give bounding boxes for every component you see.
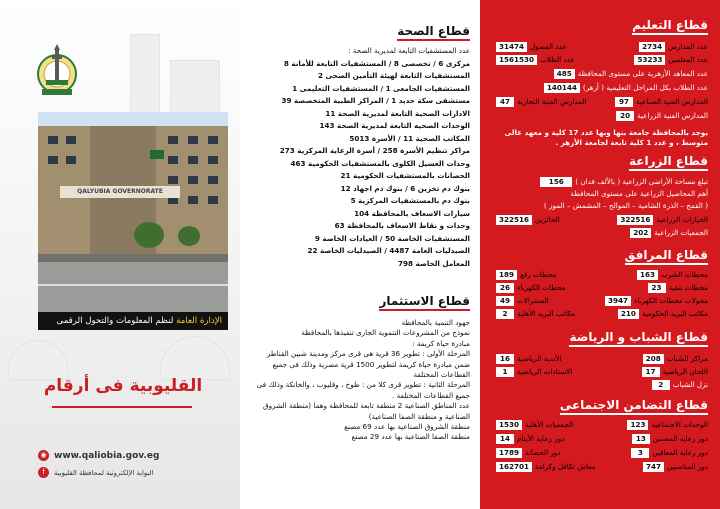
health-line: وحدات و نقاط الاسعاف بالمحافظة 63: [334, 221, 470, 230]
investment-text: [252, 318, 470, 443]
utilities-label: محطات رفع: [520, 270, 557, 279]
cover-panel: [0, 0, 240, 509]
health-line: وحدات الغسيل الكلوى بالمستشفيات الحكومية 463: [290, 158, 470, 168]
investment-line: عدد المناطق الصناعية 2 منطقة تابعة للمحافظة وهما (منطقة الشروق الصناعية و منطقة الصفا الصناعية): [263, 401, 470, 421]
health-line: بنوك دم تخزين 6 / بنوك دم اجهاد 12: [340, 183, 470, 193]
social-row: [496, 434, 708, 444]
social-row: [496, 448, 708, 458]
caption-prefix: الإدارة العامة: [176, 316, 222, 326]
middle-panel: [240, 0, 480, 509]
utilities-row: [496, 309, 708, 319]
utilities-value: 2: [496, 309, 514, 319]
health-line: سيارات الاسعاف بالمحافظة 104: [354, 208, 470, 218]
utilities-title: قطاع المرافق: [625, 248, 708, 265]
health-line: المكاتب الصحية 11 / الأسرة 5013: [349, 133, 470, 143]
street: [38, 262, 228, 312]
health-line: مستشفى سكة حديد 1 / المراكز الطبية المتخصصة 39: [281, 96, 470, 105]
investment-line: المرحلة الأولى : تطوير 36 قرية هى قرى مركز ومدينة شبين القناطر ضمن مبادرة حياة كريمة لتطوير 1500 قرية مصرية وذلك فى جميع القطاعات المختلفة: [266, 349, 470, 380]
department-caption: [38, 312, 228, 330]
caption-rest: لنظم المعلومات والتحول الرقمى: [56, 316, 174, 326]
education-row: المدارس الفنية الصناعية 97 المدارس الفنية التجارية 47: [496, 97, 708, 107]
utilities-label: محطات الكهرباء: [517, 283, 566, 292]
building-sign: QALYUBIA GOVERNORATE: [60, 186, 180, 198]
governorate-building-photo: [38, 112, 228, 312]
social-value: 123: [627, 420, 648, 430]
social-label: دور المناسبين: [667, 462, 708, 471]
education-line: عدد الطلاب بكل المراحل التعليمية ( أزهر) 140144: [544, 83, 708, 93]
agriculture-row: الحيازات الزراعية 322516 الحائزين 322516: [496, 215, 708, 225]
investment-line: مبادرة حياة كريمة :: [412, 338, 470, 348]
education-line: المدارس الفنية الزراعية 20: [616, 111, 708, 121]
utilities-value: 23: [648, 283, 666, 293]
agriculture-title: قطاع الزراعة: [629, 154, 708, 171]
right-panel: [480, 0, 720, 509]
youth-title: قطاع الشباب و الرياضة: [569, 330, 708, 347]
facebook-link[interactable]: [38, 467, 153, 478]
utilities-value: 189: [496, 270, 517, 280]
social-label: معاش تكافل وكرامة: [535, 462, 596, 471]
agriculture-line: الجمعيات الزراعية 202: [630, 228, 708, 238]
health-line: المستشفيات الخاصة 50 / العيادات الخاصة 9: [314, 233, 470, 243]
education-line: عدد المعاهد الأزهرية على مستوى المحافظة 485: [554, 69, 708, 79]
agriculture-line: أهم المحاصيل الزراعية على مستوى المحافظة: [570, 189, 708, 198]
health-line: الصيدليات العامة 4487 / الصيدليات الخاصة 22: [307, 246, 470, 255]
education-note: يوجد بالمحافظة جامعة بنها وبها عدد 17 كلية و معهد عالى متوسط ، و عدد 1 كلية تابعة لجامعة الأزهر .: [504, 128, 708, 148]
utilities-value: 210: [618, 309, 639, 319]
social-value: 14: [496, 434, 514, 444]
health-line: بنوك دم بالمستشفيات المركزية 5: [350, 196, 470, 205]
investment-line: منطقة الصفا الصناعية بها عدد 29 مصنع: [351, 432, 470, 442]
investment-line: نموذج من المشروعات التنموية الجارى تنفيذها بالمحافظة: [301, 328, 470, 338]
health-line: مراكز تنظيم الأسرة 258 / أسرة الرعاية المركزية 273: [279, 146, 470, 155]
investment-line: المرحلة الثانية : تطوير قرى كلا من : طوخ ، وقليوب ، والخانكة وذلك فى جميع القطاعات المختلفة .: [256, 380, 470, 400]
social-value: 13: [632, 434, 650, 444]
social-label: دور رعاية المعاقين: [652, 448, 708, 457]
utilities-label: محطات الشرب: [661, 270, 708, 279]
health-line: الوحدات الصحيه التابعة لمديرية الصحة 143: [319, 121, 470, 130]
investment-line: جهود التنمية بالمحافظة: [401, 318, 470, 327]
utilities-value: 163: [637, 270, 658, 280]
social-label: الجمعيات الأهلية: [525, 420, 574, 429]
health-line: المستشفيات الجامعى 1 / المستشفيات التعليمى 1: [292, 83, 470, 93]
health-line: عدد المستشفيات التابعة لمديرية الصحة :: [348, 46, 470, 55]
health-line: مركزى 6 / تخصصى 8 / المستشفيات التابعة للأمانة 8: [283, 58, 470, 68]
utilities-label: محطات تنقية: [668, 283, 708, 292]
utilities-label: السنترالات: [517, 296, 549, 305]
health-line: الادارات الصحية التابعة لمديرية الصحة 11: [325, 108, 470, 118]
utilities-value: 49: [496, 296, 514, 306]
utilities-label: محولات محطات الكهرباء: [634, 296, 708, 305]
utilities-row: [496, 270, 708, 280]
investment-line: منطقة الشروق الصناعية بها عدد 69 مصنع: [344, 422, 470, 432]
page-title: القليوبية فى أرقام: [43, 376, 203, 396]
agriculture-line: ( القمح – الذرة الشامية – الموالح – المشمش – الموز ): [543, 201, 708, 210]
social-value: 747: [643, 462, 664, 472]
utilities-label: مكاتب البريد الحكومية: [641, 309, 708, 318]
health-line: الحضانات بالمستشفيات الحكومية 21: [340, 171, 470, 180]
social-row: [496, 420, 708, 430]
social-label: دور الحضانة: [525, 448, 561, 457]
social-label: الوحدات الاجتماعية: [651, 420, 708, 429]
agriculture-line: تبلغ مساحة الأراضى الزراعية ( بالألف فدان ) 156: [540, 177, 708, 187]
education-row: عدد المعلمين 53233 عدد الطلاب 1561530: [496, 55, 708, 65]
website-text: www.qaliobia.gov.eg: [54, 450, 160, 461]
social-value: 3: [631, 448, 649, 458]
governorate-logo-icon: [36, 44, 78, 100]
social-title: قطاع التضامن الاجتماعى: [560, 398, 708, 415]
utilities-value: 26: [496, 283, 514, 293]
education-title: قطاع التعليم: [632, 18, 708, 35]
youth-row: اللجان الرياضية 17 الاستادات الرياضية 1: [496, 367, 708, 377]
social-row: [496, 462, 708, 472]
social-value: 162701: [496, 462, 532, 472]
utilities-row: [496, 283, 708, 293]
utilities-row: [496, 296, 708, 306]
website-link[interactable]: [38, 450, 159, 461]
youth-row: مراكز الشباب 208 الأندية الرياضية 16: [496, 354, 708, 364]
title-underline: [52, 406, 192, 408]
health-line: المعامل الخاصة 798: [398, 258, 470, 268]
social-label: دور رعاية الأيتام: [517, 434, 565, 443]
globe-icon: ◉: [38, 450, 49, 461]
investment-title: قطاع الاستثمار: [379, 294, 470, 311]
education-row: عدد المدارس 2734 عدد الفصول 31474: [496, 42, 708, 52]
flag-icon: [150, 150, 164, 159]
social-value: 1530: [496, 420, 522, 430]
health-title: قطاع الصحة: [397, 24, 470, 41]
utilities-value: 3947: [605, 296, 631, 306]
social-label: دور رعاية المسنين: [652, 434, 708, 443]
social-value: 1789: [496, 448, 522, 458]
facebook-text: البوابة الإلكترونية لمحافظة القليوبية: [54, 468, 154, 477]
facebook-icon: f: [38, 467, 49, 478]
utilities-label: مكاتب البريد الأهلية: [517, 309, 576, 318]
health-line: المستشفيات التابعة لهيئة التأمين الصحى 2: [317, 71, 470, 80]
youth-line: نزل الشباب 2: [652, 380, 708, 390]
